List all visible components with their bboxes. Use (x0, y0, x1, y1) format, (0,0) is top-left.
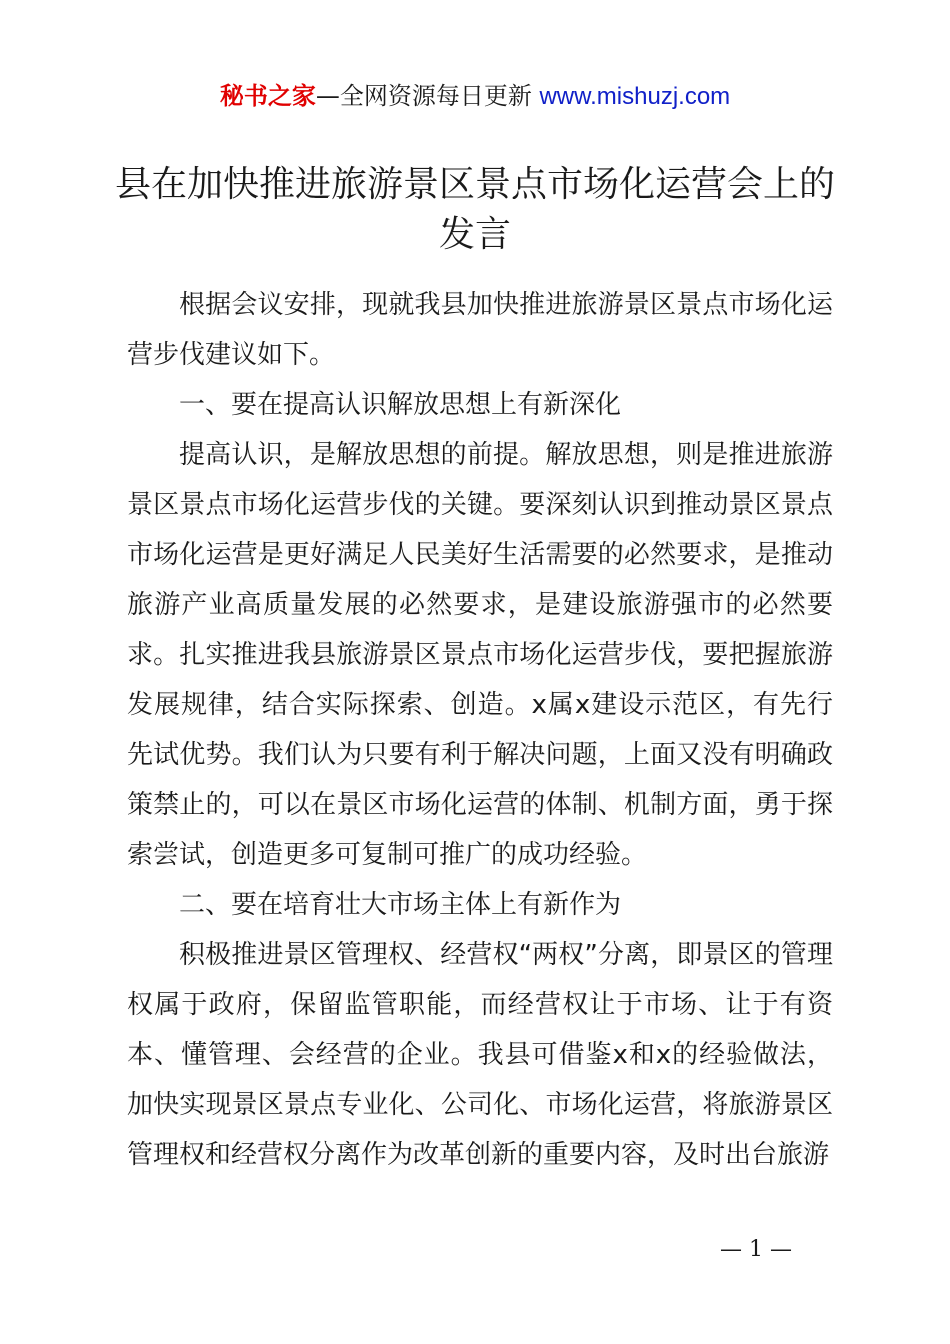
header-tagline: —全网资源每日更新 (315, 82, 540, 110)
header-url[interactable]: www.mishuzj.com (539, 83, 731, 110)
header-brand: 秘书之家 (219, 82, 316, 110)
paragraph-intro: 根据会议安排，现就我县加快推进旅游景区景点市场化运营步伐建议如下。 (127, 290, 833, 370)
page-number: — 1 — (720, 1237, 792, 1262)
section-heading-2: 二、要在培育壮大市场主体上有新作为 (179, 890, 622, 920)
document-body (127, 280, 833, 1180)
document-title (110, 160, 840, 260)
page-header (0, 80, 950, 113)
title-line-2: 发言 (438, 214, 511, 255)
section-heading-1: 一、要在提高认识解放思想上有新深化 (179, 390, 622, 420)
title-line-1: 县在加快推进旅游景区景点市场化运营会上的 (114, 164, 835, 205)
paragraph-section-1: 提高认识，是解放思想的前提。解放思想，则是推进旅游景区景点市场化运营步伐的关键。要深刻认识到推动景区景点市场化运营是更好满足人民美好生活需要的必然要求，是推动旅游产业高质量发展的必然要求，是建设旅游强市的必然要求。扎实推进我县旅游景区景点市场化运营步伐，要把握旅游发展规律，结合实际探索、创造。x属x建设示范区，有先行先试优势。我们认为只要有利于解决问题，上面又没有明确政策禁止的，可以在景区市场化运营的体制、机制方面，勇于探索尝试，创造更多可复制可推广的成功经验。 (127, 440, 833, 870)
paragraph-section-2: 积极推进景区管理权、经营权“两权”分离，即景区的管理权属于政府，保留监管职能，而经营权让于市场、让于有资本、懂管理、会经营的企业。我县可借鉴x和x的经验做法，加快实现景区景点专业化、公司化、市场化运营，将旅游景区管理权和经营权分离作为改革创新的重要内容，及时出台旅游 (127, 940, 833, 1170)
